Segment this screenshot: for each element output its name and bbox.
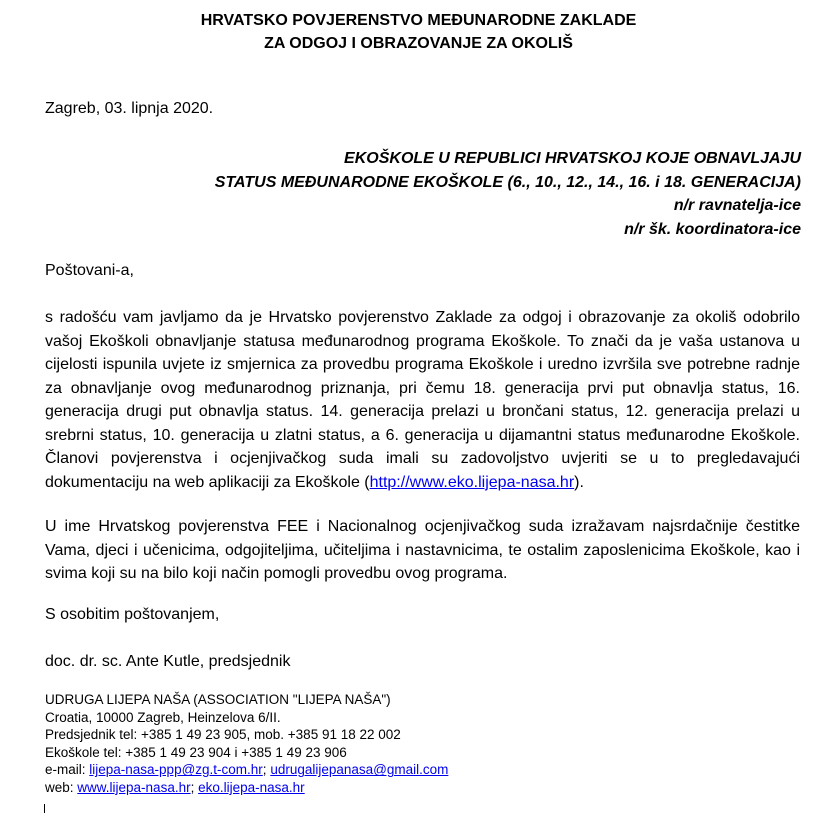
footer-email-line bbox=[45, 761, 448, 779]
recipient-line-2: STATUS MEĐUNARODNE EKOŠKOLE (6., 10., 12., 14., 16. i 18. GENERACIJA) bbox=[214, 173, 801, 191]
email-label: e-mail: bbox=[45, 762, 90, 778]
letter-date: Zagreb, 03. lipnja 2020. bbox=[45, 100, 214, 117]
web-link-1[interactable]: www.lijepa-nasa.hr bbox=[77, 779, 191, 795]
email-link-2[interactable]: udrugalijepanasa@gmail.com bbox=[270, 762, 449, 778]
signature: doc. dr. sc. Ante Kutle, predsjednik bbox=[45, 653, 291, 670]
body-paragraph-2: U ime Hrvatskog povjerenstva FEE i Nacionalnog ocjenjivačkog suda izražavam najsrdačnije čestitke Vama, djeci i učenicima, odgojiteljima, učiteljima i nastavnicima, te ostalim zaposlenicima Ekoškole, kao i svima koji su na bilo koji način pomogli provedbu ovog programa. bbox=[45, 518, 800, 582]
paragraph-1-text: s radošću vam javljamo da je Hrvatsko povjerenstvo Zaklade za odgoj i obrazovanje za okoliš odobrilo vašoj Ekoškoli obnavljanje statusa međunarodnog programa Ekoškole. To znači da je vaša ustanova u cijelosti ispunila uvjete iz smjernica za provedbu programa Ekoškole i uredno izvršila sve potrebne radnje za obnavljanje ovog međunarodnog priznanja, pri čemu 18. generacija prvi put obnavlja status, 16. generacija drugi put obnavlja status. 14. generacija prelazi u brončani status, 12. generacija prelazi u srebrni status, 10. generacija u zlatni status, a 6. generacija u dijamantni status međunarodne Ekoškole. Članovi povjerenstva i ocjenjivačkog suda imali su zadovoljstvo uvjeriti se u to pregledavajući dokumentaciju na web aplikaciji za Ekoškole ( bbox=[45, 309, 800, 491]
body-paragraph-1 bbox=[45, 306, 800, 494]
recipient-line-3: n/r ravnatelja-ice bbox=[673, 197, 801, 214]
letter-header bbox=[0, 9, 837, 55]
paragraph-1-end: ). bbox=[574, 473, 584, 491]
header-line-1: HRVATSKO POVJERENSTVO MEĐUNARODNE ZAKLADE bbox=[200, 12, 637, 29]
web-label: web: bbox=[45, 779, 78, 795]
footer-phone-ekoskole: Ekoškole tel: +385 1 49 23 904 i +385 1 49 23 906 bbox=[45, 744, 347, 760]
email-link-1[interactable]: lijepa-nasa-ppp@zg.t-com.hr bbox=[89, 762, 263, 778]
footer-address: Croatia, 10000 Zagreb, Heinzelova 6/II. bbox=[45, 709, 281, 725]
header-line-2: ZA ODGOJ I OBRAZOVANJE ZA OKOLIŠ bbox=[264, 35, 573, 52]
text-cursor bbox=[44, 804, 45, 813]
recipient-block bbox=[215, 147, 801, 241]
web-separator: ; bbox=[190, 779, 199, 795]
web-link-2[interactable]: eko.lijepa-nasa.hr bbox=[198, 779, 305, 795]
footer-phone-president: Predsjednik tel: +385 1 49 23 905, mob. +385 91 18 22 002 bbox=[45, 727, 401, 743]
recipient-line-4: n/r šk. koordinatora-ice bbox=[624, 220, 801, 238]
footer-contact bbox=[45, 691, 448, 797]
footer-org: UDRUGA LIJEPA NAŠA (ASSOCIATION "LIJEPA NAŠA") bbox=[45, 692, 391, 707]
email-separator: ; bbox=[262, 762, 271, 778]
closing: S osobitim poštovanjem, bbox=[45, 606, 220, 623]
footer-web-line bbox=[45, 779, 448, 797]
greeting: Poštovani-a, bbox=[45, 262, 134, 279]
eko-app-link[interactable]: http://www.eko.lijepa-nasa.hr bbox=[369, 473, 575, 491]
recipient-line-1: EKOŠKOLE U REPUBLICI HRVATSKOJ KOJE OBNAVLJAJU bbox=[344, 150, 801, 167]
